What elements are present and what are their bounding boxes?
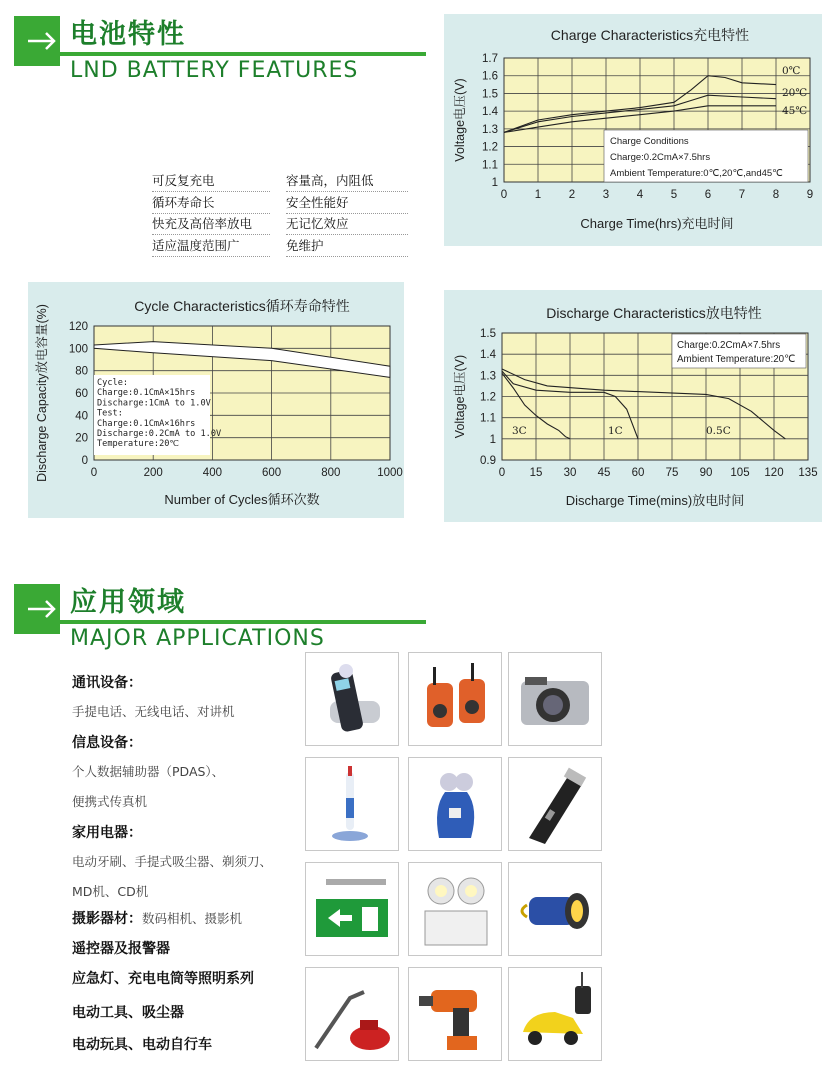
note-text: Temperature:20℃ [97, 439, 180, 450]
rc-car-icon [509, 968, 601, 1060]
power-drill-image [408, 967, 502, 1061]
x-tick-label: 0 [90, 467, 98, 479]
x-tick-label: 8 [772, 189, 780, 201]
note-text: Test: [97, 408, 123, 419]
features-title-cn: 电池特性 [70, 19, 186, 50]
note-text: Discharge:1CmA to 1.0V [97, 398, 211, 409]
application-heading: 信息设备： [72, 735, 142, 751]
note-text: Charge:0.2CmA×7.5hrs [677, 340, 781, 351]
header-arrow-icon [14, 584, 60, 634]
x-tick-label: 4 [636, 189, 644, 201]
series-label: 0.5C [706, 425, 731, 437]
series-label: 20℃ [782, 87, 808, 99]
charge-chart-svg [444, 14, 822, 246]
cycle-chart [28, 282, 404, 518]
application-heading: 电动工具、吸尘器 [72, 1005, 184, 1021]
x-tick-label: 0 [500, 189, 508, 201]
y-axis-label: Voltage电压(V) [453, 78, 467, 162]
application-heading: 遥控器及报警器 [72, 941, 170, 957]
application-heading: 通讯设备： [72, 675, 142, 691]
electric-shaver-image [408, 757, 502, 851]
feature-item: 循环寿命长 [152, 192, 270, 214]
y-tick-label: 1.2 [480, 391, 496, 404]
discharge-chart-svg [444, 290, 822, 522]
x-tick-label: 1 [534, 189, 542, 201]
exit-sign-image [305, 862, 399, 956]
y-tick-label: 1.3 [480, 370, 496, 383]
note-text: Ambient Temperature:0℃,20℃,and45℃ [610, 168, 783, 179]
note-text: Charge:0.2CmA×7.5hrs [610, 152, 711, 163]
y-tick-label: 20 [75, 432, 88, 445]
feature-item: 可反复充电 [152, 170, 270, 192]
x-tick-label: 7 [738, 189, 746, 201]
y-tick-label: 1.1 [480, 412, 496, 425]
application-heading: 家用电器： [72, 825, 142, 841]
y-tick-label: 1.2 [482, 141, 498, 154]
x-tick-label: 135 [798, 467, 818, 479]
flashlight-image [508, 862, 602, 956]
y-tick-label: 1.4 [480, 349, 496, 362]
y-tick-label: 0.9 [480, 455, 496, 467]
note-text: Ambient Temperature:20℃ [677, 354, 796, 365]
rc-car-image [508, 967, 602, 1061]
x-tick-label: 120 [764, 467, 784, 479]
applications-title-en: MAJOR APPLICATIONS [70, 626, 325, 651]
y-tick-label: 60 [75, 388, 88, 400]
y-tick-label: 120 [68, 321, 88, 333]
y-tick-label: 1.5 [482, 88, 498, 101]
walkie-talkie-icon [409, 653, 501, 745]
y-tick-label: 40 [75, 410, 88, 423]
emergency-light-icon [409, 863, 501, 955]
steam-cleaner-icon [306, 968, 398, 1060]
applications-header [14, 580, 426, 650]
application-detail: 电动牙刷、手提式吸尘器、剃须刀、 [72, 854, 273, 869]
header-arrow-icon [14, 16, 60, 66]
emergency-light-image [408, 862, 502, 956]
application-detail: 数码相机、摄影机 [142, 911, 243, 926]
application-heading: 摄影器材：数码相机、摄影机 [72, 911, 243, 927]
steam-cleaner-image [305, 967, 399, 1061]
y-tick-label: 1.5 [480, 328, 496, 340]
note-text: Charge Conditions [610, 136, 689, 147]
cycle-chart-svg [28, 282, 404, 518]
y-tick-label: 1.4 [482, 106, 498, 119]
x-axis-label: Number of Cycles循环次数 [164, 492, 320, 507]
power-drill-icon [409, 968, 501, 1060]
x-tick-label: 9 [806, 189, 814, 201]
chart-title: Discharge Characteristics放电特性 [546, 305, 762, 321]
x-tick-label: 400 [202, 467, 222, 479]
y-axis-label: Discharge Capacity放电容量(%) [35, 304, 49, 482]
y-axis-label: Voltage电压(V) [453, 354, 467, 439]
x-tick-label: 45 [597, 467, 611, 479]
y-tick-label: 1.3 [482, 123, 498, 136]
x-tick-label: 2 [568, 189, 576, 201]
walkie-talkie-image [408, 652, 502, 746]
flashlight-icon [509, 863, 601, 955]
series-label: 0℃ [782, 65, 801, 77]
x-tick-label: 15 [529, 467, 543, 479]
application-heading: 应急灯、充电电筒等照明系列 [72, 971, 254, 987]
x-tick-label: 6 [704, 189, 712, 201]
electric-toothbrush-image [305, 757, 399, 851]
discharge-chart [444, 290, 822, 522]
series-label: 45℃ [782, 105, 808, 117]
y-tick-label: 1.6 [482, 70, 498, 83]
note-text: Charge:0.1CmA×16hrs [97, 418, 196, 429]
exit-sign-icon [306, 863, 398, 955]
x-tick-label: 200 [143, 467, 163, 479]
charge-chart [444, 14, 822, 246]
application-detail: 个人数据辅助器（PDAS）、 [72, 764, 225, 779]
feature-list [152, 170, 412, 260]
x-tick-label: 1000 [377, 467, 403, 479]
x-axis-label: Discharge Time(mins)放电时间 [565, 493, 745, 508]
x-tick-label: 5 [670, 189, 678, 201]
y-tick-label: 1 [491, 177, 498, 189]
header-rule [60, 620, 426, 624]
electric-shaver-icon [409, 758, 501, 850]
header-rule [60, 52, 426, 56]
feature-item: 无记忆效应 [286, 213, 408, 235]
note-text: Discharge:0.2CmA to 1.0V [97, 429, 222, 439]
series-label: 3C [512, 425, 527, 437]
hair-clipper-icon [509, 758, 601, 850]
feature-item: 适应温度范围广 [152, 235, 270, 257]
application-detail: MD机、CD机 [72, 884, 149, 899]
x-tick-label: 0 [498, 467, 506, 479]
x-tick-label: 75 [665, 467, 679, 479]
x-tick-label: 3 [602, 189, 610, 201]
note-text: Cycle: [97, 378, 129, 388]
y-tick-label: 80 [75, 365, 88, 378]
digital-camera-icon [509, 653, 601, 745]
digital-camera-image [508, 652, 602, 746]
feature-item: 免维护 [286, 235, 408, 257]
cordless-phone-icon [306, 653, 398, 745]
application-detail: 便携式传真机 [72, 794, 148, 809]
y-tick-label: 100 [68, 343, 88, 356]
x-tick-label: 105 [730, 467, 750, 479]
y-tick-label: 0 [81, 455, 88, 467]
features-header [14, 12, 426, 82]
feature-item: 安全性能好 [286, 192, 408, 214]
note-text: Charge:0.1CmA×15hrs [97, 388, 196, 399]
application-heading: 电动玩具、电动自行车 [72, 1037, 212, 1053]
series-label: 1C [608, 425, 623, 437]
hair-clipper-image [508, 757, 602, 851]
feature-item: 快充及高倍率放电 [152, 213, 270, 235]
y-tick-label: 1.7 [482, 53, 498, 65]
cordless-phone-image [305, 652, 399, 746]
feature-item: 容量高，内阻低 [286, 170, 408, 192]
features-title-en: LND BATTERY FEATURES [70, 58, 359, 83]
x-tick-label: 600 [262, 467, 282, 479]
x-tick-label: 90 [699, 467, 713, 479]
chart-title: Charge Characteristics充电特性 [550, 27, 750, 43]
electric-toothbrush-icon [306, 758, 398, 850]
y-tick-label: 1 [489, 433, 496, 446]
applications-title-cn: 应用领域 [70, 587, 186, 618]
chart-title: Cycle Characteristics循环寿命特性 [134, 298, 350, 314]
x-tick-label: 30 [563, 467, 577, 479]
x-axis-label: Charge Time(hrs)充电时间 [580, 216, 734, 231]
x-tick-label: 60 [631, 467, 645, 479]
y-tick-label: 1.1 [482, 159, 498, 172]
application-detail: 手提电话、无线电话、对讲机 [72, 704, 235, 719]
x-tick-label: 800 [321, 467, 341, 479]
